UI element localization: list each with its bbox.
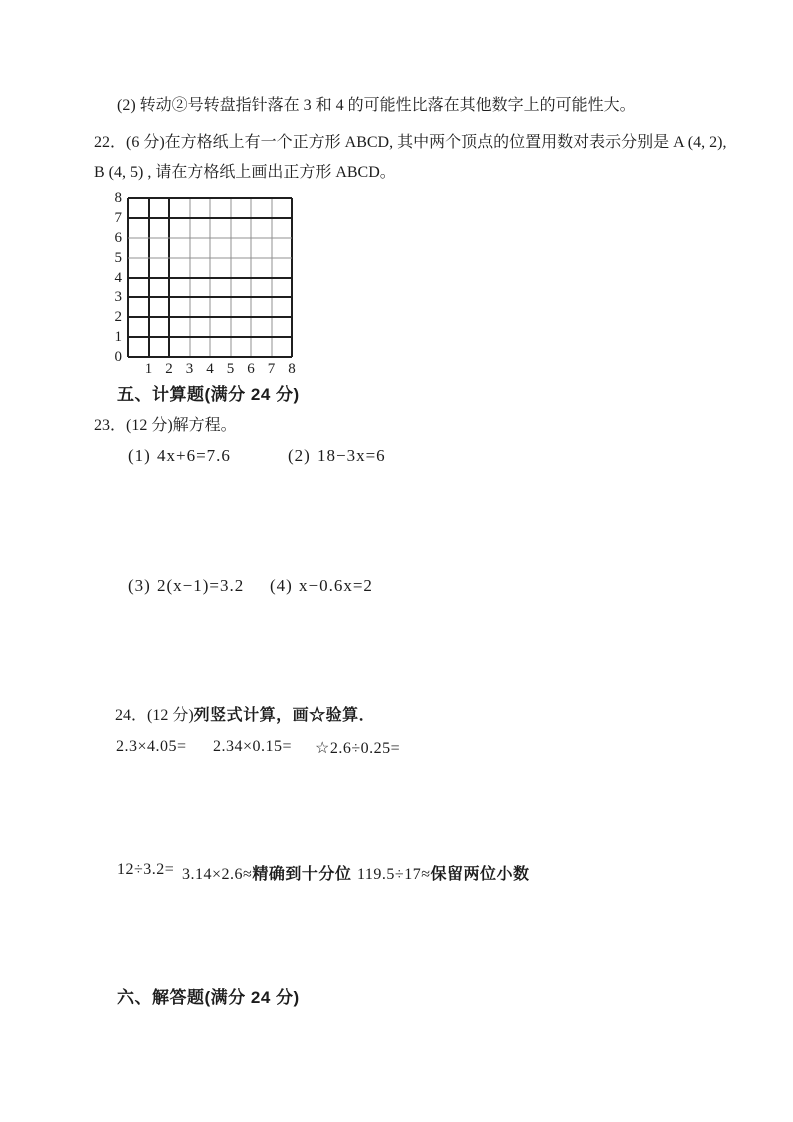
- equation-4: x−0.6x=2: [299, 576, 373, 595]
- calc-expression-5: [182, 861, 351, 884]
- equation-2: 18−3x=6: [317, 446, 386, 465]
- grid-horizontal-line: [128, 257, 292, 258]
- question-22-text-line1: 22．(6 分)在方格纸上有一个正方形 ABCD, 其中两个顶点的位置用数对表示分别是 A (4, 2),: [94, 134, 727, 151]
- grid-horizontal-line: [128, 277, 292, 279]
- section-6-heading: 六、解答题(满分 24 分): [117, 988, 300, 1007]
- section-5-heading: 五、计算题(满分 24 分): [117, 385, 300, 404]
- calc-expression-2: 2.34×0.15=: [213, 738, 293, 755]
- grid-horizontal-line: [128, 316, 292, 318]
- calc-expression-4: 12÷3.2=: [117, 861, 175, 878]
- grid-horizontal-line: [128, 237, 292, 238]
- calc-expression-3-starred: ☆2.6÷0.25=: [315, 740, 401, 757]
- question-24-number: 24．(12 分): [115, 707, 194, 724]
- grid-x-label: 8: [288, 361, 296, 377]
- coordinate-grid: [114, 190, 296, 377]
- calc-expression-6-value: 119.5÷17≈: [357, 866, 431, 883]
- grid-x-label: 5: [226, 361, 235, 377]
- grid-y-label: 0: [114, 349, 122, 365]
- equation-4-label: (4): [270, 576, 293, 595]
- calc-expression-5-note: 精确到十分位: [252, 866, 352, 883]
- calc-expression-1: 2.3×4.05=: [116, 738, 187, 755]
- grid-x-label: 7: [267, 361, 276, 377]
- grid-horizontal-line: [128, 217, 292, 219]
- grid-y-label: 7: [114, 209, 122, 226]
- calc-expression-6-note: 保留两位小数: [430, 866, 530, 883]
- grid-horizontal-line: [128, 296, 292, 298]
- calc-expression-6: [357, 861, 529, 884]
- question-22-text-line2: B (4, 5) , 请在方格纸上画出正方形 ABCD。: [94, 164, 396, 181]
- equation-3: 2(x−1)=3.2: [157, 576, 245, 595]
- question-23-stem: 23．(12 分)解方程。: [94, 417, 237, 434]
- question-21-item2-text: (2) 转动②号转盘指针落在 3 和 4 的可能性比落在其他数字上的可能性大。: [117, 97, 636, 114]
- grid-y-label: 4: [114, 269, 122, 286]
- equation-1: 4x+6=7.6: [157, 446, 231, 465]
- grid-x-label: 6: [247, 361, 255, 377]
- equation-3-label: (3): [128, 576, 151, 595]
- grid-horizontal-line: [128, 356, 292, 358]
- grid-x-label: 3: [185, 361, 194, 377]
- question-24-instruction: 列竖式计算，画☆验算．: [193, 707, 376, 724]
- grid-horizontal-line: [128, 197, 292, 199]
- grid-y-label: 5: [114, 249, 122, 266]
- grid-y-label: 2: [114, 309, 122, 326]
- question-24-stem: [115, 706, 375, 725]
- calc-expression-5-value: 3.14×2.6≈: [182, 866, 253, 883]
- equation-2-label: (2): [288, 446, 311, 465]
- equation-1-label: (1): [128, 446, 151, 465]
- grid-y-label: 8: [114, 190, 122, 206]
- grid-x-label: 1: [144, 361, 153, 377]
- grid-y-label: 6: [114, 229, 122, 246]
- grid-x-label: 2: [165, 361, 173, 377]
- grid-horizontal-line: [128, 336, 292, 338]
- grid-x-label: 4: [206, 361, 214, 377]
- grid-y-label: 3: [114, 289, 122, 306]
- grid-y-label: 1: [114, 329, 122, 346]
